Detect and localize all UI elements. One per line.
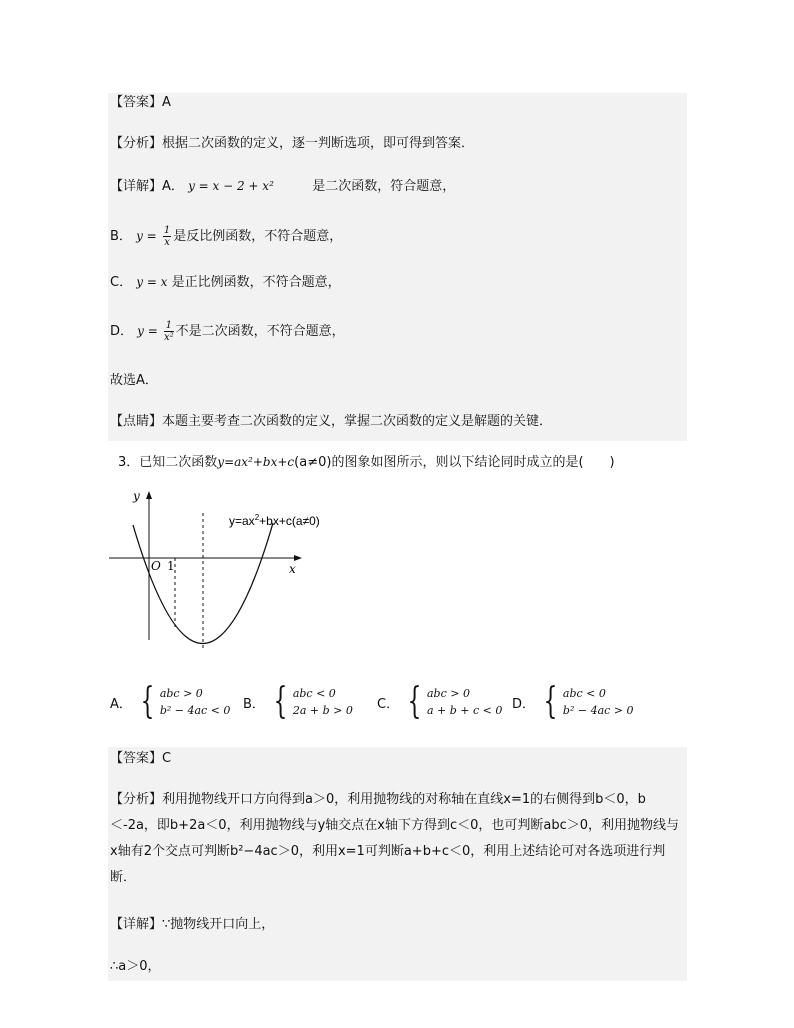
detail-label: 【详解】 — [110, 917, 163, 932]
option-d-lhs: y = — [137, 324, 158, 338]
curve-label — [229, 513, 320, 528]
option-b[interactable] — [243, 681, 353, 722]
condition-system — [427, 685, 502, 719]
brace-icon: { — [273, 681, 288, 722]
condition-2: b² − 4ac < 0 — [159, 704, 231, 717]
comment-text: 本题主要考查二次函数的定义，掌握二次函数的定义是解题的关键． — [162, 414, 553, 429]
answer-line-1 — [110, 94, 171, 112]
question-condition: (a≠0) — [294, 455, 332, 470]
answer-value: C — [162, 751, 172, 766]
option-b-text: 是反比例函数，不符合题意， — [173, 229, 343, 244]
question-text-after: 的图象如图所示，则以下结论同时成立的是( ) — [331, 455, 615, 470]
condition-2: b² − 4ac > 0 — [562, 704, 634, 717]
parabola-curve — [133, 523, 273, 644]
condition-system — [160, 685, 231, 719]
y-axis-label: y — [133, 489, 140, 503]
detail-step-1: ∵抛物线开口向上， — [162, 917, 275, 932]
question-number: 3． — [118, 455, 140, 470]
analysis-label: 【分析】 — [110, 792, 163, 807]
option-a-prefix: A． — [162, 179, 184, 194]
fraction-denominator: x² — [163, 332, 174, 343]
fraction-numerator: 1 — [165, 320, 172, 331]
curve-label-exp: 2 — [254, 513, 260, 522]
curve-label-suffix: +bx+c(a≠0) — [259, 514, 320, 528]
option-a[interactable] — [110, 681, 231, 722]
analysis-paragraph-3 — [110, 787, 682, 891]
answer-label: 【答案】 — [110, 751, 163, 766]
analysis-text: 根据二次函数的定义，逐一判断选项，即可得到答案． — [162, 136, 475, 151]
analysis-line-1 — [110, 135, 474, 153]
option-letter: A． — [110, 696, 132, 712]
condition-1: abc > 0 — [159, 687, 203, 700]
detail-line-a — [110, 177, 455, 196]
option-c-expression: y = x — [136, 275, 168, 289]
one-label: 1 — [167, 559, 175, 573]
curve-label-prefix: y=ax — [229, 514, 255, 528]
condition-2: a + b + c < 0 — [426, 704, 503, 717]
answer-label: 【答案】 — [110, 95, 163, 110]
condition-2: 2a + b > 0 — [292, 704, 353, 717]
detail-line-c — [110, 273, 341, 292]
option-c[interactable] — [377, 681, 503, 722]
option-d-fraction — [164, 320, 174, 343]
brace-icon: { — [140, 681, 155, 722]
detail-line-b — [110, 224, 342, 249]
option-a-text: 是二次函数，符合题意， — [312, 179, 456, 194]
detail-line-3a — [110, 916, 274, 934]
question-text-before: 已知二次函数 — [139, 455, 218, 470]
option-a-expression: y = x − 2 + x² — [188, 179, 274, 193]
condition-1: abc < 0 — [292, 687, 336, 700]
origin-label: O — [151, 559, 161, 573]
condition-system — [563, 685, 634, 719]
answer-value: A — [162, 95, 171, 110]
y-axis-arrow — [146, 491, 152, 499]
option-c-text: 是正比例函数，不符合题意， — [171, 275, 341, 290]
option-letter: C． — [377, 696, 400, 712]
condition-1: abc > 0 — [426, 687, 470, 700]
analysis-text: 利用抛物线开口方向得到a＞0，利用抛物线的对称轴在直线x=1的右侧得到b＜0，b＜-2a，即b+2a＜0，利用抛物线与y轴交点在x轴下方得到c＜0，也可判断abc＞0，利用抛物线与x轴有2个交点可判断b²−4ac＞0，利用x=1可判断a+b+c＜0，利用上述结论可对各选项进行判断． — [110, 792, 680, 885]
option-letter: B． — [243, 696, 265, 712]
question-function: y=ax²+bx+c — [217, 455, 295, 469]
x-axis-label: x — [289, 562, 296, 576]
brace-icon: { — [543, 681, 558, 722]
detail-line-d — [110, 318, 345, 345]
detail-line-3b: ∴a＞0， — [110, 959, 161, 974]
option-b-prefix: B． — [110, 229, 132, 244]
detail-label: 【详解】 — [110, 179, 163, 194]
comment-label: 【点睛】 — [110, 414, 163, 429]
option-letter: D． — [512, 696, 536, 712]
answer-line-3 — [110, 750, 171, 768]
option-d-text: 不是二次函数，不符合题意， — [175, 324, 345, 339]
condition-system — [293, 685, 353, 719]
option-b-lhs: y = — [136, 229, 157, 243]
brace-icon: { — [407, 681, 422, 722]
condition-1: abc < 0 — [562, 687, 606, 700]
fraction-denominator: x — [164, 237, 170, 248]
x-axis-arrow — [294, 555, 302, 561]
option-c-prefix: C． — [110, 275, 133, 290]
comment-line-1 — [110, 413, 552, 431]
option-b-fraction — [163, 225, 171, 248]
option-d[interactable] — [512, 681, 634, 722]
option-d-prefix: D． — [110, 324, 134, 339]
fraction-numerator: 1 — [163, 225, 171, 236]
parabola-graph — [105, 485, 325, 665]
conclusion-line: 故选A． — [110, 373, 158, 388]
question-3 — [118, 453, 615, 472]
analysis-label: 【分析】 — [110, 136, 163, 151]
